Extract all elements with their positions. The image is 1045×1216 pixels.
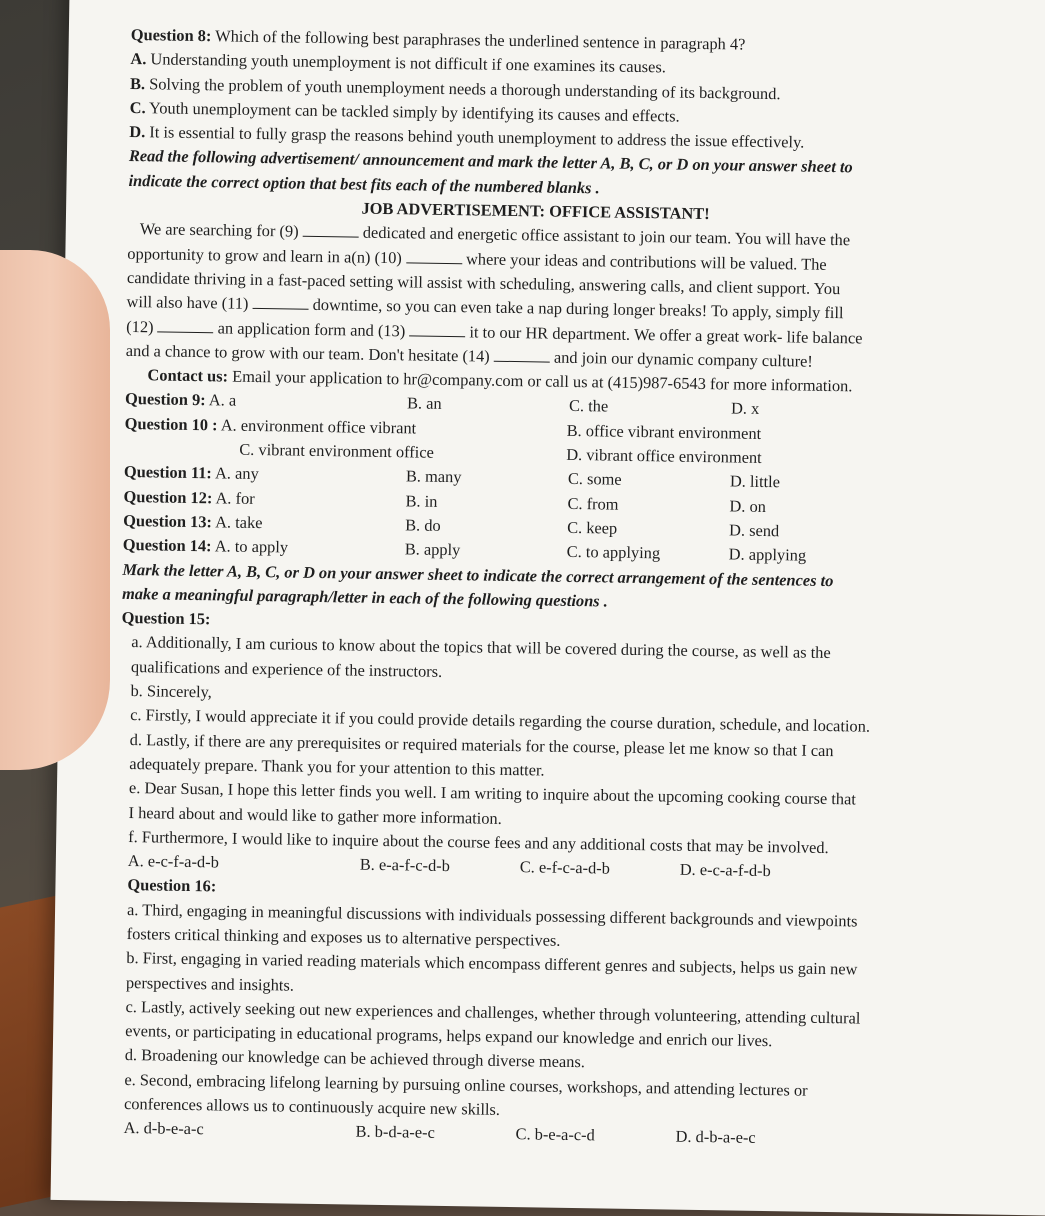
- q16-sentence: conferences allows us to continuously acquire new skills.: [123, 1094, 501, 1119]
- q15-sentence: a. Additionally, I am curious to know about the topics that will be covered during the course, as well as the: [131, 632, 831, 663]
- sheet-content: [113, 23, 945, 1153]
- q9-options: Question 9: A. a B. an C. the D. x: [124, 389, 760, 419]
- q15-sentence: f. Furthermore, I would like to inquire about the course fees and any additional costs that may be involved.: [128, 826, 829, 857]
- q16-sentence: events, or participating in educational programs, helps expand our knowledge and enrich our lives.: [125, 1021, 773, 1051]
- exam-sheet: [51, 0, 1045, 1216]
- q16-sentence: d. Broadening our knowledge can be achieved through diverse means.: [124, 1045, 586, 1072]
- instruction-cloze-1: Read the following advertisement/ announcement and mark the letter A, B, C, or D on your answer sheet to: [128, 146, 853, 177]
- q14-options: Question 14: A. to apply B. apply C. to applying D. applying: [122, 535, 807, 565]
- ad-line-6: and a chance to grow with our team. Don't hesitate (14) and join our dynamic company culture!: [125, 340, 814, 371]
- q15-sentence: c. Firstly, I would appreciate it if you could provide details regarding the course duration, schedule, and location.: [130, 705, 871, 736]
- ad-line-5: (12) an application form and (13) it to our HR department. We offer a great work- life balance: [126, 316, 863, 348]
- q8-stem: Question 8: Which of the following best paraphrases the underlined sentence in paragraph 4?: [130, 24, 746, 54]
- q11-options: Question 11: A. any B. many C. some D. little: [123, 462, 781, 492]
- blank-14: [494, 347, 550, 363]
- q15-label: Question 15:: [121, 608, 211, 629]
- ad-line-1: We are searching for (9) dedicated and energetic office assistant to join our team. You will have the: [139, 219, 851, 250]
- q16-sentence: a. Third, engaging in meaningful discussions with individuals possessing different backgrounds and viewpoints: [126, 899, 858, 931]
- q15-options: A. e-c-f-a-d-b B. e-a-f-c-d-b C. e-f-c-a-d-b D. e-c-a-f-d-b: [127, 851, 771, 881]
- q16-sentence: b. First, engaging in varied reading materials which encompass different genres and subjects, helps us gain new: [126, 948, 858, 979]
- blank-13: [409, 321, 465, 337]
- q16-label: Question 16:: [127, 875, 217, 896]
- ad-contact: Contact us: Email your application to hr@company.com or call us at (415)987-6543 for more information.: [147, 365, 853, 396]
- blank-12: [158, 317, 214, 333]
- instruction-cloze-2: indicate the correct option that best fits each of the numbered blanks .: [128, 170, 600, 198]
- hand-holding-paper: [0, 250, 110, 770]
- ad-line-4: will also have (11) downtime, so you can even take a nap during longer breaks! To apply, simply fill: [126, 292, 844, 323]
- q8-option-b: B. Solving the problem of youth unemployment needs a thorough understanding of its background.: [129, 73, 781, 103]
- q12-options: Question 12: A. for B. in C. from D. on: [123, 486, 767, 516]
- q15-sentence: e. Dear Susan, I hope this letter finds you well. I am writing to inquire about the upcoming cooking course that: [128, 778, 857, 809]
- q10-options-row2: C. vibrant environment office D. vibrant office environment: [239, 439, 762, 467]
- q8-option-c: C. Youth unemployment can be tackled simply by identifying its causes and effects.: [129, 97, 680, 126]
- q10-options-row1: Question 10 : A. environment office vibrant B. office vibrant environment: [124, 413, 762, 443]
- q16-options: A. d-b-e-a-c B. b-d-a-e-c C. b-e-a-c-d D. d-b-a-e-c: [123, 1118, 756, 1148]
- q15-sentence: b. Sincerely,: [130, 681, 212, 702]
- q16-sentence: fosters critical thinking and exposes us to alternative perspectives.: [126, 923, 561, 950]
- blank-11: [252, 294, 308, 310]
- q15-sentence: qualifications and experience of the instructors.: [130, 656, 443, 681]
- blank-10: [406, 248, 462, 264]
- q16-sentence: c. Lastly, actively seeking out new experiences and challenges, whether through volunteering, attending cultural: [125, 996, 861, 1028]
- q15-sentence: d. Lastly, if there are any prerequisites or required materials for the course, please let me know so that I can: [129, 729, 834, 760]
- ad-line-3: candidate thriving in a fast-paced setting will assist with scheduling, answering calls, and client support. You: [126, 267, 841, 299]
- ad-line-2: opportunity to grow and learn in a(n) (10) where your ideas and contributions will be valued. The: [127, 243, 827, 274]
- instruction-arrange-1: Mark the letter A, B, C, or D on your answer sheet to indicate the correct arrangement of the sentences to: [122, 559, 834, 590]
- q8-option-d: D. It is essential to fully grasp the reasons behind youth unemployment to address the issue effectively.: [129, 122, 805, 152]
- q16-sentence: perspectives and insights.: [125, 972, 295, 995]
- instruction-arrange-2: make a meaningful paragraph/letter in each of the following questions .: [121, 583, 609, 611]
- q13-options: Question 13: A. take B. do C. keep D. send: [123, 510, 780, 541]
- q16-sentence: e. Second, embracing lifelong learning by pursuing online courses, workshops, and attending lectures or: [124, 1069, 808, 1100]
- q15-sentence: I heard about and would like to gather more information.: [128, 802, 502, 828]
- blank-9: [303, 222, 359, 238]
- q15-sentence: adequately prepare. Thank you for your attention to this matter.: [129, 753, 545, 780]
- ad-title: JOB ADVERTISEMENT: OFFICE ASSISTANT!: [361, 198, 710, 224]
- q8-option-a: A. Understanding youth unemployment is not difficult if one examines its causes.: [130, 49, 667, 77]
